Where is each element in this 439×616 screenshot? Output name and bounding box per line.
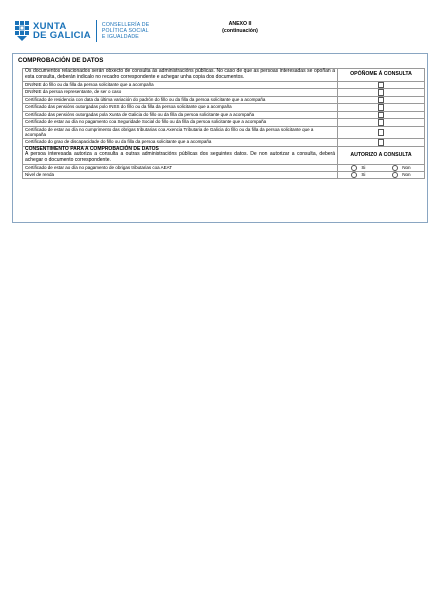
oppose-checkbox[interactable] — [378, 119, 385, 126]
logo-divider — [96, 20, 97, 42]
row-label: DNI/NIE da persoa representante, de ser o caso — [23, 89, 338, 97]
verification-table — [22, 68, 425, 179]
table-row — [23, 89, 425, 97]
oppose-header-row — [23, 69, 425, 82]
annex-heading — [200, 21, 280, 35]
oppose-column-header: OPÓÑOME Á CONSULTA — [338, 69, 425, 82]
section-title: COMPROBACIÓN DE DATOS — [18, 57, 104, 64]
table-row — [23, 172, 425, 179]
oppose-intro-text: Os documentos relacionados serán obxecto de consulta ás administracións públicas. No caso de que as persoas interesadas se opoñan a esta consulta, deberán indicalo no recadro correspondente e achegar unha copia dos documentos. — [23, 69, 338, 82]
no-radio[interactable] — [392, 165, 398, 171]
authorize-radio-group — [338, 165, 424, 171]
oppose-checkbox[interactable] — [378, 139, 385, 146]
row-label: DNI/NIE do fillo ou da filla da persoa solicitante que a acompaña — [23, 81, 338, 89]
table-row — [23, 81, 425, 89]
annex-title: ANEXO II — [228, 21, 252, 27]
row-label: Certificado do grao de discapacidade do fillo ou da filla da persoa solicitante que a acompaña — [23, 139, 338, 147]
oppose-checkbox[interactable] — [378, 82, 385, 89]
yes-radio[interactable] — [351, 165, 357, 171]
table-row — [23, 126, 425, 138]
yes-radio[interactable] — [351, 172, 357, 178]
data-verification-section — [12, 53, 428, 223]
table-row — [23, 96, 425, 104]
no-label: Non — [402, 172, 411, 178]
dept-line2: POLÍTICA SOCIAL — [101, 27, 149, 34]
authorize-column-header: AUTORIZO A CONSULTA — [338, 146, 425, 165]
table-row — [23, 104, 425, 112]
table-row — [23, 139, 425, 147]
oppose-checkbox[interactable] — [378, 129, 385, 136]
annex-subtitle: (continuación) — [222, 28, 258, 34]
consent-title: CONSENTIMENTO PARA A COMPROBACIÓN DE DATOS — [25, 145, 159, 152]
no-radio[interactable] — [392, 172, 398, 178]
oppose-checkbox[interactable] — [378, 112, 385, 119]
consent-intro-text: A persoa interesada autoriza a consulta a outras administracións públicas dos seguintes datos. De non autorizar a consulta, deberá achegar o documento correspondente. — [25, 151, 335, 164]
logo-line2: DE GALICIA — [33, 30, 91, 41]
no-label: Non — [402, 165, 411, 171]
table-row — [23, 119, 425, 127]
table-row — [23, 111, 425, 119]
logo-line1: XUNTA — [33, 21, 67, 32]
row-label: Certificado de estar ao día no pagamento de obrigas tributarias coa AEAT — [23, 165, 338, 172]
oppose-checkbox[interactable] — [378, 97, 385, 104]
oppose-checkbox[interactable] — [378, 89, 385, 96]
department-name — [102, 22, 150, 41]
row-label: Certificado de estar ao día no cumprimento das obrigas tributarias coa Axencia Tributaria de Galicia do fillo ou da filla da persoa solicitante que a acompaña — [23, 126, 338, 138]
yes-label: Si — [361, 165, 366, 171]
dept-line1: CONSELLERÍA DE — [101, 21, 150, 28]
row-label: Certificado de residencia con data da última variación do padrón do fillo ou da filla da persoa solicitante que a acompaña — [23, 96, 338, 104]
xunta-logo — [14, 20, 149, 42]
oppose-checkbox[interactable] — [378, 104, 385, 111]
logo-wordmark — [33, 22, 91, 40]
consent-header-row — [23, 146, 425, 165]
xunta-emblem-icon — [14, 20, 30, 42]
row-label: Certificado das pensións outorgadas polo INSS do fillo ou da filla da persoa solicitante que a acompaña — [23, 104, 338, 112]
row-label: Certificado de estar ao día no pagamento coa Seguridade Social do fillo ou da filla da persoa solicitante que a acompaña — [23, 119, 338, 127]
dept-line3: E IGUALDADE — [101, 34, 139, 41]
row-label: Nivel de renda — [23, 172, 338, 179]
table-row — [23, 165, 425, 172]
row-label: Certificado das pensións outorgadas pola Xunta de Galicia do fillo ou da filla da persoa solicitante que a acompaña — [23, 111, 338, 119]
yes-label: Si — [361, 172, 366, 178]
authorize-radio-group — [338, 172, 424, 178]
